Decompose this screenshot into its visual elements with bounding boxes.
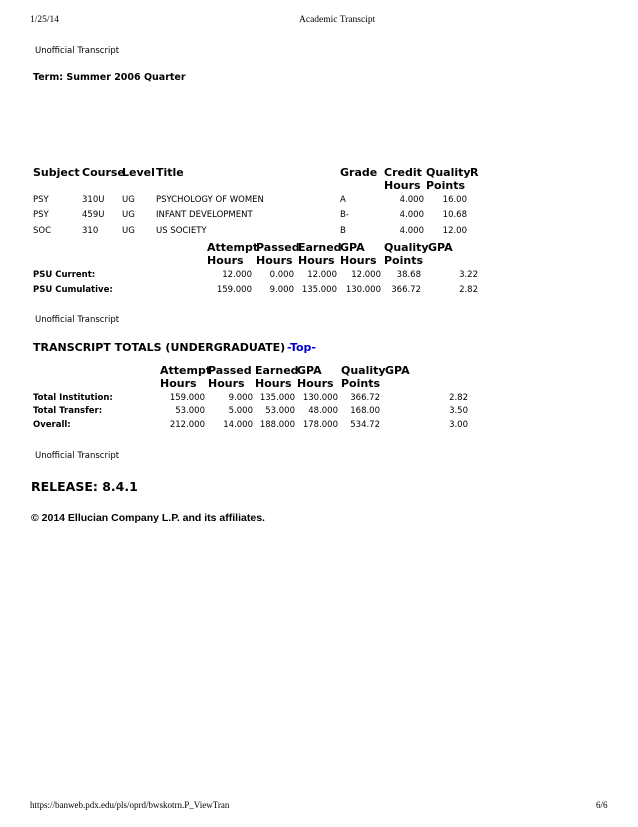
copyright: © 2014 Ellucian Company L.P. and its affiliates. xyxy=(31,512,265,524)
totals-col-attempt: Attempt Hours xyxy=(160,364,212,390)
course-subject: PSY xyxy=(33,210,49,220)
col-subject: Subject xyxy=(33,166,80,179)
gpa-hours: 130.000 xyxy=(302,393,338,403)
attempt-hours: 53.000 xyxy=(175,406,205,416)
term-col-earned: Earned Hours xyxy=(298,241,342,267)
passed-hours: 14.000 xyxy=(223,420,253,430)
col-course: Course xyxy=(82,166,125,179)
passed-hours: 5.000 xyxy=(228,406,253,416)
term-total-label: PSU Current: xyxy=(33,270,96,280)
course-subject: SOC xyxy=(33,226,52,236)
quality-points: 366.72 xyxy=(350,393,380,403)
earned-hours: 135.000 xyxy=(259,393,295,403)
course-grade: B- xyxy=(340,210,349,220)
totals-col-gpa-hours: GPA Hours xyxy=(297,364,334,390)
course-grade: B xyxy=(340,226,346,236)
passed-hours: 9.000 xyxy=(228,393,253,403)
earned-hours: 188.000 xyxy=(259,420,295,430)
attempt-hours: 212.000 xyxy=(169,420,205,430)
gpa-hours: 48.000 xyxy=(308,406,338,416)
gpa-value: 3.50 xyxy=(449,406,468,416)
unofficial-label: Unofficial Transcript xyxy=(35,46,120,56)
term-col-attempt: Attempt Hours xyxy=(207,241,259,267)
course-points: 16.00 xyxy=(442,195,467,205)
transcript-total-label: Total Institution: xyxy=(33,393,113,403)
gpa-hours: 178.000 xyxy=(302,420,338,430)
quality-points: 534.72 xyxy=(350,420,380,430)
course-title: INFANT DEVELOPMENT xyxy=(156,210,253,220)
course-title: US SOCIETY xyxy=(156,226,207,236)
term-total-label: PSU Cumulative: xyxy=(33,285,113,295)
course-credit: 4.000 xyxy=(399,226,424,236)
totals-col-passed: Passed Hours xyxy=(208,364,252,390)
course-credit: 4.000 xyxy=(399,195,424,205)
release-version: RELEASE: 8.4.1 xyxy=(31,479,138,494)
course-points: 10.68 xyxy=(442,210,467,220)
totals-col-gpa: GPA xyxy=(385,364,410,377)
col-credit: Credit Hours xyxy=(384,166,422,192)
gpa-value: 3.22 xyxy=(459,270,478,280)
course-subject: PSY xyxy=(33,195,49,205)
col-level: Level xyxy=(122,166,155,179)
transcript-total-label: Total Transfer: xyxy=(33,406,103,416)
print-date: 1/25/14 xyxy=(30,15,60,25)
gpa-value: 2.82 xyxy=(459,285,478,295)
course-credit: 4.000 xyxy=(399,210,424,220)
print-title: Academic Transcipt xyxy=(299,15,376,25)
gpa-hours: 130.000 xyxy=(345,285,381,295)
term-col-quality-points: Quality Points xyxy=(384,241,429,267)
page-number: 6/6 xyxy=(596,800,608,810)
course-grade: A xyxy=(340,195,346,205)
course-title: PSYCHOLOGY OF WOMEN xyxy=(156,195,264,205)
earned-hours: 12.000 xyxy=(307,270,337,280)
term-heading: Term: Summer 2006 Quarter xyxy=(33,72,186,83)
transcript-total-label: Overall: xyxy=(33,420,71,430)
quality-points: 366.72 xyxy=(391,285,421,295)
attempt-hours: 12.000 xyxy=(222,270,252,280)
totals-col-quality-points: Quality Points xyxy=(341,364,386,390)
totals-col-earned: Earned Hours xyxy=(255,364,299,390)
col-grade: Grade xyxy=(340,166,378,179)
quality-points: 38.68 xyxy=(396,270,421,280)
term-col-gpa-hours: GPA Hours xyxy=(340,241,377,267)
print-url: https://banweb.pdx.edu/pls/oprd/bwskotrn.P_ViewTran xyxy=(30,800,230,810)
gpa-value: 2.82 xyxy=(449,393,468,403)
passed-hours: 9.000 xyxy=(269,285,294,295)
term-col-gpa: GPA xyxy=(428,241,453,254)
attempt-hours: 159.000 xyxy=(216,285,252,295)
unofficial-label: Unofficial Transcript xyxy=(35,315,120,325)
course-points: 12.00 xyxy=(442,226,467,236)
course-level: UG xyxy=(122,226,135,236)
gpa-hours: 12.000 xyxy=(351,270,381,280)
gpa-value: 3.00 xyxy=(449,420,468,430)
course-level: UG xyxy=(122,210,135,220)
top-link[interactable]: -Top- xyxy=(287,341,316,354)
course-level: UG xyxy=(122,195,135,205)
course-number: 310 xyxy=(82,226,99,236)
totals-section-title: TRANSCRIPT TOTALS (UNDERGRADUATE) xyxy=(33,341,286,354)
earned-hours: 135.000 xyxy=(301,285,337,295)
col-r: R xyxy=(470,166,479,179)
col-title: Title xyxy=(156,166,184,179)
course-number: 310U xyxy=(82,195,105,205)
earned-hours: 53.000 xyxy=(265,406,295,416)
course-number: 459U xyxy=(82,210,105,220)
term-col-passed: Passed Hours xyxy=(256,241,300,267)
attempt-hours: 159.000 xyxy=(169,393,205,403)
unofficial-label: Unofficial Transcript xyxy=(35,451,120,461)
passed-hours: 0.000 xyxy=(269,270,294,280)
col-quality-points: Quality Points xyxy=(426,166,471,192)
quality-points: 168.00 xyxy=(350,406,380,416)
